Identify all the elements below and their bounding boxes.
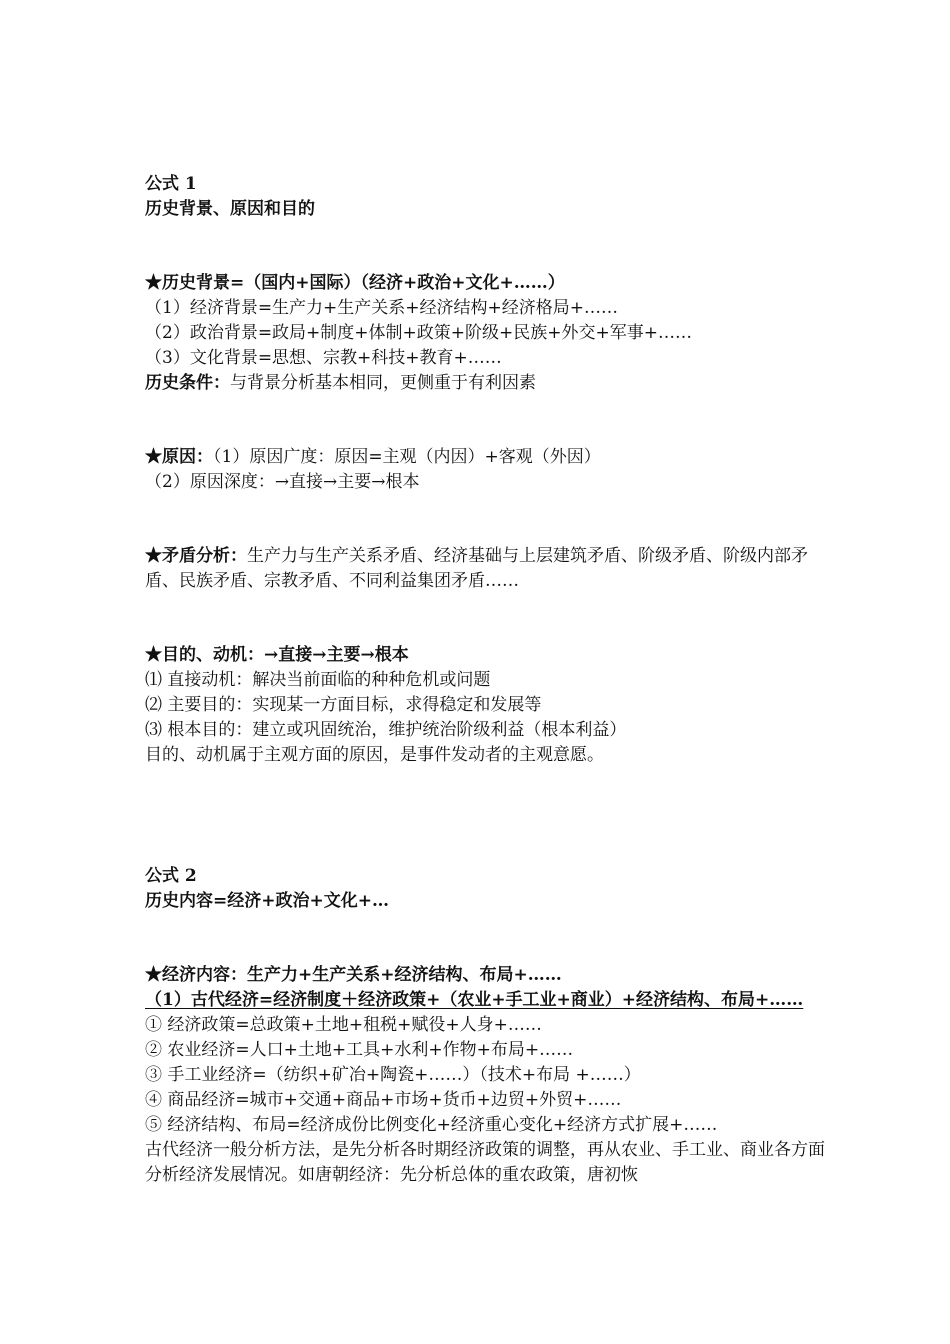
historical-conditions [145, 371, 825, 396]
economy-item-agriculture: ② 农业经济=人口+土地+工具+水利+作物+布局+…… [145, 1040, 574, 1060]
formula-1-label: 公式 1 [145, 174, 197, 194]
cause-breadth: （1）原因广度：原因=主观（内因）+客观（外因） [213, 447, 601, 467]
formula-2-label: 公式 2 [145, 866, 197, 886]
document-page [145, 172, 825, 1188]
contradiction-analysis [145, 544, 825, 594]
economy-item-handicraft: ③ 手工业经济=（纺织+矿冶+陶瓷+……）（技术+布局 +……） [145, 1065, 641, 1085]
contradiction-label: ★矛盾分析： [145, 546, 247, 566]
contradiction-text: 生产力与生产关系矛盾、经济基础与上层建筑矛盾、阶级矛盾、阶级内部矛盾、民族矛盾、宗教矛盾、不同利益集团矛盾…… [145, 546, 808, 591]
ancient-economy-heading: （1）古代经济=经济制度＋经济政策+（农业+手工业+商业）+经济结构、布局+…… [145, 990, 804, 1010]
background-item-politics: （2）政治背景=政局+制度+体制+政策+阶级+民族+外交+军事+…… [145, 323, 693, 343]
cause-label: ★原因： [145, 447, 213, 467]
background-heading: ★历史背景=（国内+国际）（经济+政治+文化+……） [145, 273, 565, 293]
formula-1-title: 历史背景、原因和目的 [145, 199, 315, 219]
analysis-method-paragraph: 古代经济一般分析方法，是先分析各时期经济政策的调整，再从农业、手工业、商业各方面分析经济发展情况。如唐朝经济：先分析总体的重农政策，唐初恢 [145, 1140, 825, 1185]
purpose-note: 目的、动机属于主观方面的原因，是事件发动者的主观意愿。 [145, 745, 604, 765]
economy-item-policy: ① 经济政策=总政策+土地+租税+赋役+人身+…… [145, 1015, 542, 1035]
economy-item-commerce: ④ 商品经济=城市+交通+商品+市场+货币+边贸+外贸+…… [145, 1090, 622, 1110]
purpose-item-main: ⑵ 主要目的：实现某一方面目标，求得稳定和发展等 [145, 695, 542, 715]
formula-2-title: 历史内容=经济+政治+文化+… [145, 891, 389, 911]
purpose-item-fundamental: ⑶ 根本目的：建立或巩固统治，维护统治阶级利益（根本利益） [145, 720, 627, 740]
purpose-item-direct: ⑴ 直接动机：解决当前面临的种种危机或问题 [145, 670, 491, 690]
cause-depth: （2）原因深度：→直接→主要→根本 [145, 472, 420, 492]
economy-heading: ★经济内容：生产力+生产关系+经济结构、布局+…… [145, 965, 562, 985]
background-item-culture: （3）文化背景=思想、宗教+科技+教育+…… [145, 348, 502, 368]
background-item-economy: （1）经济背景=生产力+生产关系+经济结构+经济格局+…… [145, 298, 619, 318]
historical-conditions-label: 历史条件： [145, 373, 230, 393]
economy-item-structure: ⑤ 经济结构、布局=经济成份比例变化+经济重心变化+经济方式扩展+…… [145, 1115, 718, 1135]
historical-conditions-text: 与背景分析基本相同，更侧重于有利因素 [230, 373, 536, 393]
cause-line-1 [145, 445, 825, 470]
purpose-heading: ★目的、动机：→直接→主要→根本 [145, 645, 409, 665]
